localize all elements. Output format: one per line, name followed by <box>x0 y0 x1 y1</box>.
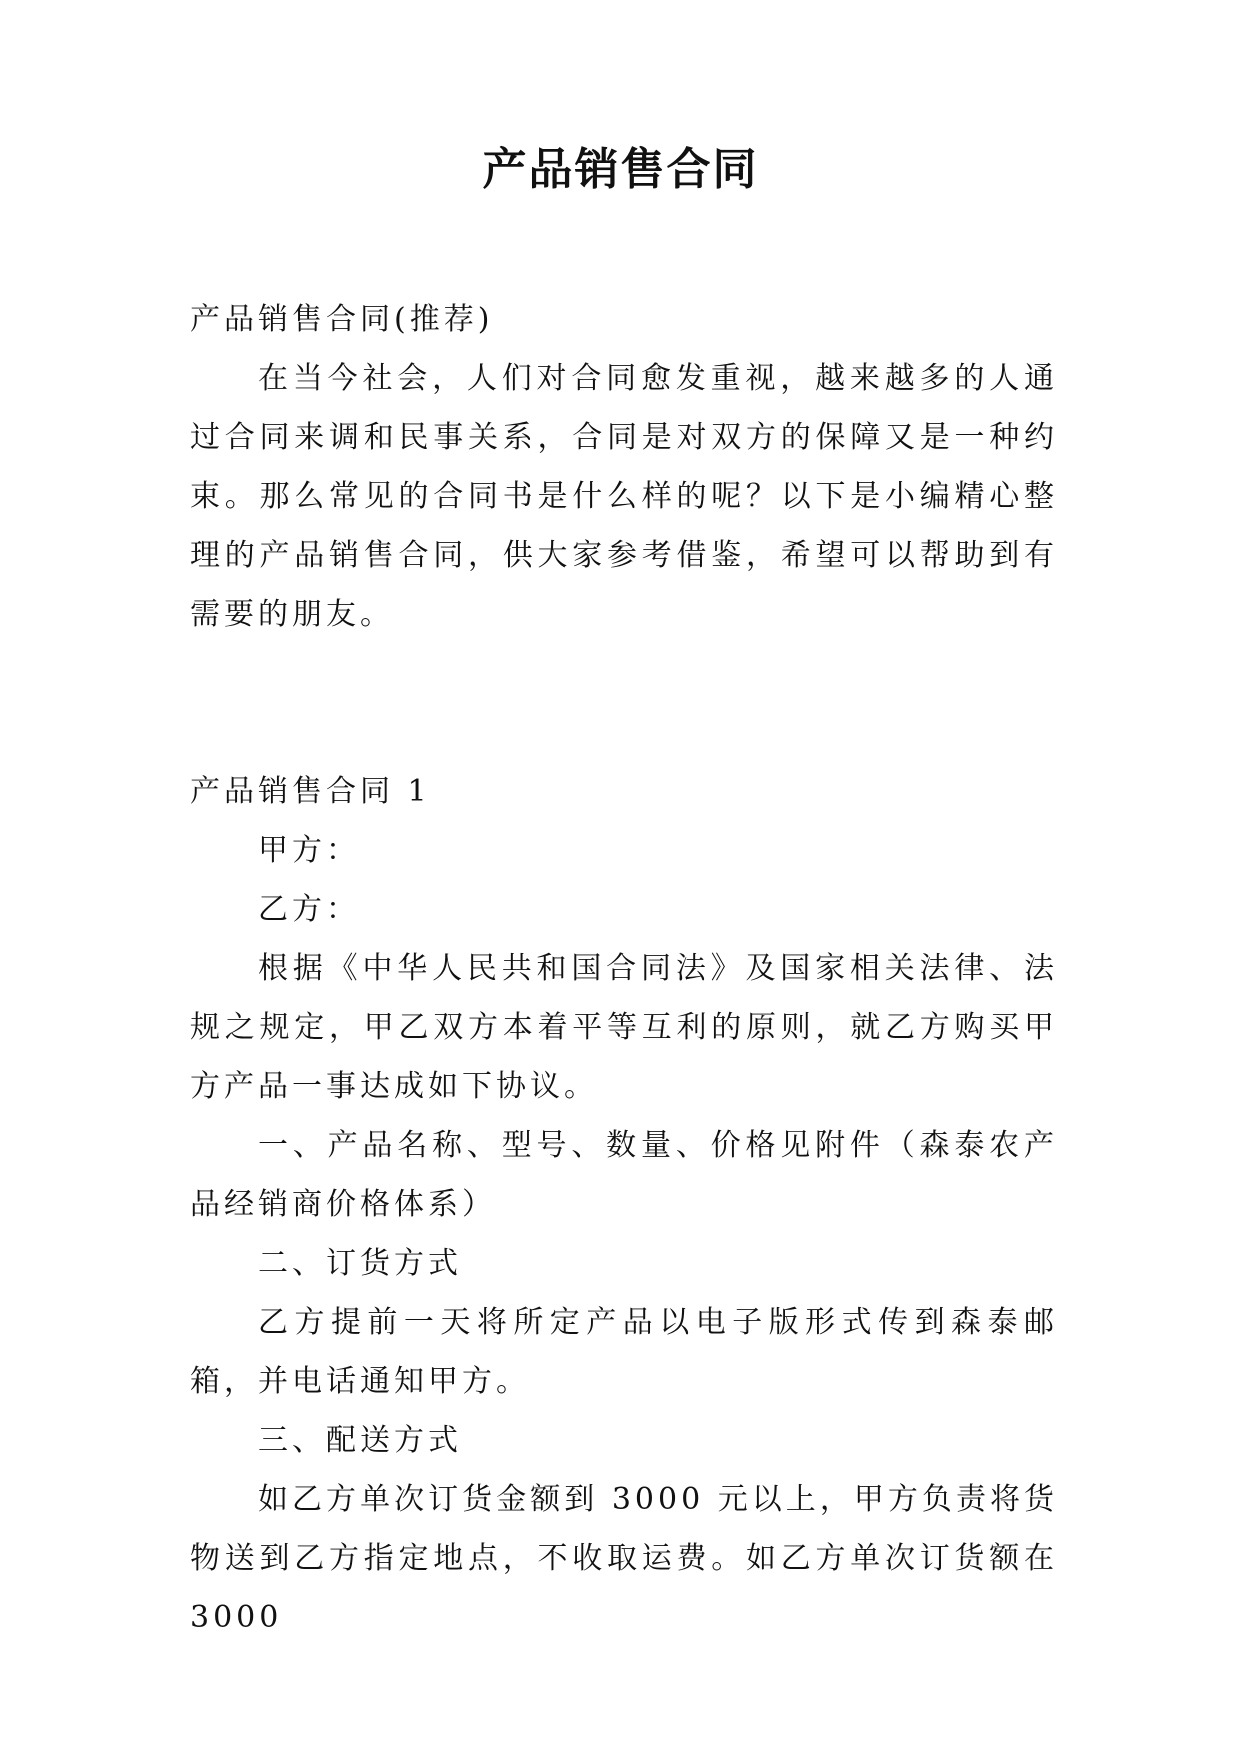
clause-2-title: 二、订货方式 <box>258 1246 462 1281</box>
subtitle: 产品销售合同(推荐) <box>190 302 494 337</box>
clause-3-title: 三、配送方式 <box>258 1423 462 1458</box>
section-spacer <box>190 644 1058 762</box>
document-body <box>190 290 1058 1647</box>
preamble-paragraph: 根据《中华人民共和国合同法》及国家相关法律、法规之规定，甲乙双方本着平等互利的原则，就乙方购买甲方产品一事达成如下协议。 <box>190 951 1058 1104</box>
party-b-line: 乙方： <box>258 892 360 927</box>
contract-heading: 产品销售合同 1 <box>190 774 431 809</box>
clause-2-body: 乙方提前一天将所定产品以电子版形式传到森泰邮箱，并电话通知甲方。 <box>190 1305 1058 1399</box>
party-a-line: 甲方： <box>258 833 360 868</box>
clause-1: 一、产品名称、型号、数量、价格见附件（森泰农产品经销商价格体系） <box>190 1128 1058 1222</box>
intro-paragraph: 在当今社会，人们对合同愈发重视，越来越多的人通过合同来调和民事关系，合同是对双方的保障又是一种约束。那么常见的合同书是什么样的呢？以下是小编精心整理的产品销售合同，供大家参考借鉴，希望可以帮助到有需要的朋友。 <box>190 361 1058 632</box>
clause-3-body: 如乙方单次订货金额到 3000 元以上，甲方负责将货物送到乙方指定地点，不收取运费。如乙方单次订货额在 3000 <box>190 1482 1058 1635</box>
document-title: 产品销售合同 <box>482 144 759 195</box>
